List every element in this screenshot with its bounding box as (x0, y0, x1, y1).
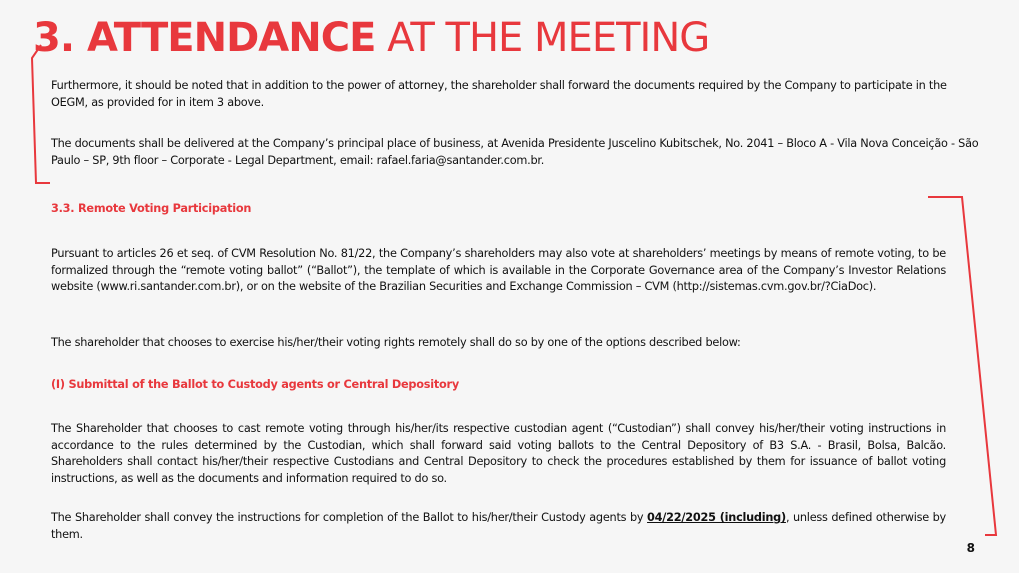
subheading-ballot-submittal: (I) Submittal of the Ballot to Custody agents or Central Depository (51, 378, 459, 391)
paragraph-deadline (51, 510, 946, 543)
title-bold: 3. ATTENDANCE (33, 15, 376, 61)
left-bracket (32, 45, 50, 183)
deadline-text-after: , unless defined otherwise by them. (51, 511, 946, 541)
page-title (33, 14, 709, 62)
paragraph-document-delivery: The documents shall be delivered at the Company’s principal place of business, at Avenida Presidente Juscelino Kubitschek, No. 2041 – Bloco A - Vila Nova Conceição - São Paulo – SP, 9th floor – Corporate - Legal Department, email: rafael.faria@santander.com.br. (51, 137, 979, 167)
paragraph-power-of-attorney: Furthermore, it should be noted that in addition to the power of attorney, the shareholder shall forward the documents required by the Company to participate in the OEGM, as provided for in item 3 above. (51, 79, 947, 109)
deadline-date: 04/22/2025 (including) (647, 511, 786, 524)
paragraph-voting-options: The shareholder that chooses to exercise his/her/their voting rights remotely shall do so by one of the options described below: (51, 336, 741, 349)
section-heading-remote-voting: 3.3. Remote Voting Participation (51, 202, 252, 215)
paragraph-custodian: The Shareholder that chooses to cast remote voting through his/her/its respective custodian agent (“Custodian”) shall convey his/her/their voting instructions in accordance to the rules determined by the Custodian, which shall forward said voting ballots to the Central Depository of B3 S.A. - Brasil, Bolsa, Balcão. Shareholders shall contact his/her/their respective Custodians and Central Depository to check the procedures established by them for issuance of ballot voting instructions, as well as the documents and information required to do so. (51, 422, 946, 485)
title-light: AT THE MEETING (387, 15, 710, 61)
page-number: 8 (966, 541, 975, 555)
deadline-text-before: The Shareholder shall convey the instructions for completion of the Ballot to his/her/their Custody agents by (51, 511, 648, 524)
paragraph-remote-voting: Pursuant to articles 26 et seq. of CVM Resolution No. 81/22, the Company’s shareholders may also vote at shareholders’ meetings by means of remote voting, to be formalized through the “remote voting ballot” (“Ballot”), the template of which is available in the Corporate Governance area of the Company’s Investor Relations website (www.ri.santander.com.br), or on the website of the Brazilian Securities and Exchange Commission – CVM (http://sistemas.cvm.gov.br/?CiaDoc). (51, 247, 946, 293)
